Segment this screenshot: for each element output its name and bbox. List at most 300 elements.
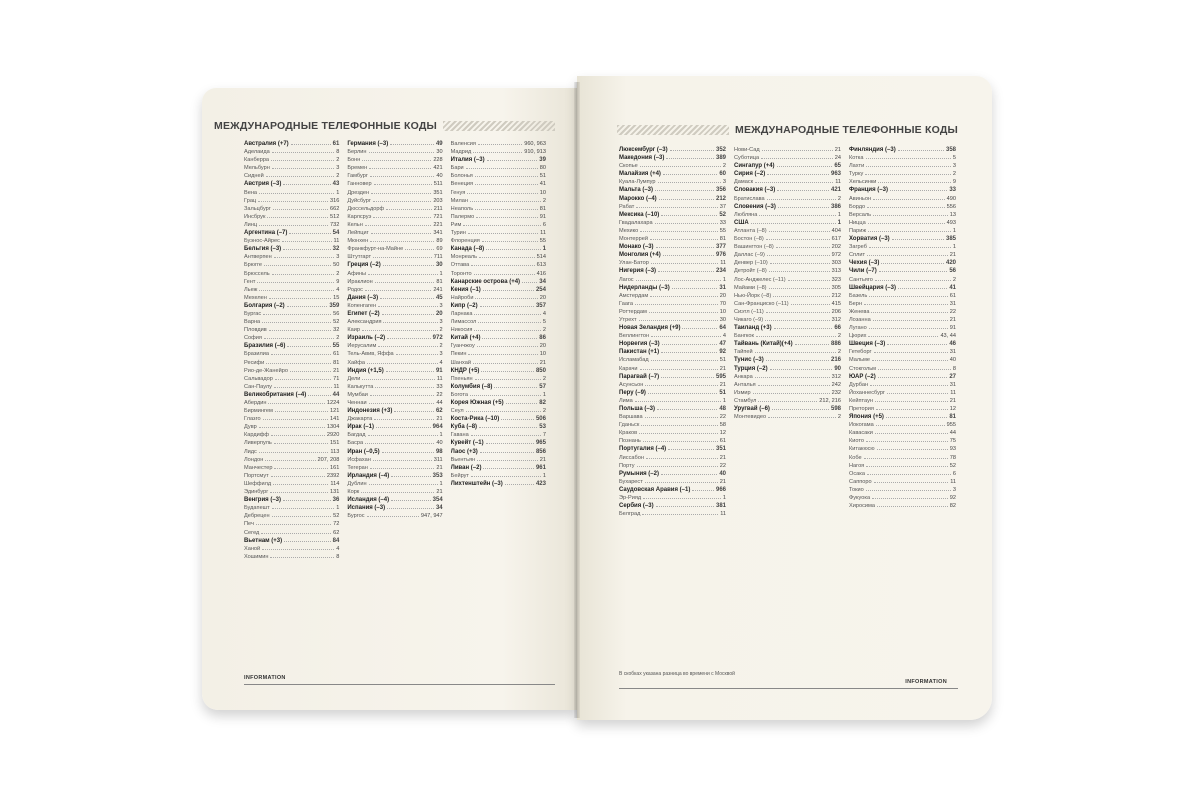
entry-code: 4 — [722, 333, 726, 340]
city-entry — [619, 413, 726, 421]
city-entry — [849, 470, 956, 478]
dot-leader — [505, 484, 534, 485]
entry-code: 11 — [333, 238, 340, 245]
city-entry — [849, 292, 956, 300]
dot-leader — [692, 490, 714, 491]
city-entry — [244, 383, 339, 391]
city-entry — [849, 462, 956, 470]
dot-leader — [387, 338, 430, 339]
entry-code: 1 — [336, 505, 340, 512]
dot-leader — [371, 193, 431, 194]
entry-name: Румыния (–2) — [619, 470, 659, 477]
entry-code: 9 — [952, 179, 956, 186]
dot-leader — [649, 312, 718, 313]
book-gutter — [574, 82, 580, 718]
entry-name: Бургос — [347, 513, 365, 520]
entry-name: Братислава — [734, 195, 765, 202]
entry-name: Иерусалим — [347, 343, 377, 350]
dot-leader — [770, 369, 833, 370]
city-entry — [347, 286, 442, 294]
entry-code: 2920 — [326, 432, 340, 439]
dot-leader — [478, 322, 541, 323]
city-entry — [244, 456, 339, 464]
entry-name: Измир — [734, 389, 751, 396]
entry-name: Атланта (–8) — [734, 227, 767, 234]
dot-leader — [259, 225, 328, 226]
dot-leader — [272, 516, 331, 517]
city-entry — [451, 318, 546, 326]
city-entry — [347, 197, 442, 205]
entry-name: Канарские острова (+4) — [450, 278, 521, 285]
dot-leader — [887, 393, 948, 394]
city-entry — [347, 464, 442, 472]
entry-code: 33 — [719, 219, 726, 226]
city-entry — [849, 421, 956, 429]
entry-code: 30 — [436, 149, 443, 156]
entry-name: Нови-Сад — [734, 147, 760, 153]
dot-leader — [471, 265, 534, 266]
entry-name: Ираклион — [347, 278, 373, 285]
dot-leader — [765, 320, 830, 321]
dot-leader — [284, 541, 331, 542]
entry-code: 31 — [949, 381, 956, 388]
entry-code: 33 — [949, 187, 956, 194]
entry-name: Сплит — [849, 252, 866, 259]
entry-name: Цюрих — [849, 333, 867, 340]
country-entry — [347, 140, 442, 148]
city-entry — [244, 448, 339, 456]
entry-code: 21 — [333, 367, 340, 374]
country-entry — [734, 186, 841, 194]
dot-leader — [866, 158, 951, 159]
entry-code: 377 — [715, 244, 726, 251]
country-entry — [734, 365, 841, 373]
city-entry — [451, 359, 546, 367]
right-code-columns — [619, 146, 964, 681]
entry-code: 910, 913 — [524, 149, 546, 156]
city-entry — [244, 415, 339, 423]
entry-name: Карачи — [619, 365, 638, 372]
entry-name: Веллингтон — [619, 333, 650, 340]
dot-leader — [868, 231, 951, 232]
entry-code: 2 — [542, 375, 546, 382]
dot-leader — [483, 468, 534, 469]
dot-leader — [868, 336, 938, 337]
entry-name: Корея Южная (+5) — [450, 400, 504, 406]
dot-leader — [370, 395, 435, 396]
country-entry — [244, 496, 339, 504]
dot-leader — [275, 411, 328, 412]
entry-code: 2 — [952, 276, 956, 283]
city-entry — [347, 415, 442, 423]
dot-leader — [466, 411, 541, 412]
entry-code: 964 — [432, 424, 443, 431]
entry-name: Хошимин — [244, 553, 269, 560]
entry-name: Линц — [244, 221, 258, 228]
entry-name: Люксембург (–3) — [619, 147, 668, 153]
entry-code: 55 — [719, 227, 726, 234]
country-entry — [451, 367, 546, 375]
entry-code: 141 — [329, 416, 340, 423]
entry-code: 51 — [539, 173, 546, 180]
dot-leader — [375, 387, 434, 388]
dot-leader — [272, 152, 334, 153]
entry-name: Ирландия (–4) — [347, 472, 390, 479]
dot-leader — [755, 377, 830, 378]
dot-leader — [643, 441, 718, 442]
city-entry — [849, 195, 956, 203]
entry-name: Манчестер — [244, 464, 273, 471]
city-entry — [619, 276, 726, 284]
dot-leader — [668, 449, 714, 450]
left-page — [202, 88, 577, 710]
entry-name: Даллас (–9) — [734, 252, 765, 259]
country-entry — [347, 261, 442, 269]
city-entry — [451, 253, 546, 261]
entry-name: Бонн — [347, 157, 361, 164]
entry-name: Эр-Рияд — [619, 495, 642, 502]
dot-leader — [642, 514, 718, 515]
city-entry — [734, 251, 841, 259]
country-entry — [244, 229, 339, 237]
city-entry — [849, 227, 956, 235]
city-entry — [619, 292, 726, 300]
entry-code: 44 — [436, 400, 443, 406]
dot-leader — [637, 466, 718, 467]
entry-code: 1 — [542, 472, 546, 479]
entry-name: Мельбурн — [244, 165, 270, 172]
entry-code: 20 — [719, 292, 726, 299]
dot-leader — [886, 417, 947, 418]
city-entry — [849, 251, 956, 259]
entry-code: 490 — [946, 195, 956, 202]
entry-name: Сингапур (+4) — [734, 163, 775, 170]
dot-leader — [264, 265, 331, 266]
city-entry — [244, 326, 339, 334]
entry-code: 43, 44 — [940, 333, 956, 340]
city-entry — [849, 316, 956, 324]
city-entry — [619, 316, 726, 324]
city-entry — [451, 237, 546, 245]
entry-code: 3 — [439, 302, 443, 309]
entry-name: Гуанчжоу — [450, 343, 475, 350]
city-entry — [451, 205, 546, 213]
entry-name: Хельсинки — [849, 179, 877, 186]
entry-name: Мадрид — [450, 149, 472, 156]
city-entry — [734, 397, 841, 405]
entry-code: 1 — [439, 270, 443, 277]
entry-code: 131 — [329, 489, 340, 496]
dot-leader — [777, 166, 833, 167]
city-entry — [244, 488, 339, 496]
city-entry — [347, 245, 442, 253]
entry-code: 161 — [329, 464, 340, 471]
dot-leader — [661, 215, 717, 216]
entry-code: 12 — [949, 406, 956, 412]
dot-leader — [269, 330, 331, 331]
entry-name: Будапешт — [244, 505, 270, 512]
dot-leader — [266, 363, 331, 364]
entry-code: 212 — [715, 195, 726, 202]
dot-leader — [766, 360, 829, 361]
entry-code: 11 — [720, 260, 726, 267]
city-entry — [451, 294, 546, 302]
entry-name: Бангкок — [734, 333, 754, 340]
city-entry — [347, 253, 442, 261]
entry-code: 2 — [336, 270, 340, 277]
entry-name: Бордо — [849, 203, 866, 210]
entry-code: 91 — [539, 213, 546, 220]
city-entry — [619, 381, 726, 389]
country-entry — [244, 342, 339, 350]
city-entry — [734, 389, 841, 397]
entry-name: Александрия — [347, 319, 382, 326]
city-entry — [734, 211, 841, 219]
entry-name: Багдад — [347, 432, 366, 439]
entry-code: 75 — [949, 438, 956, 445]
entry-name: Тайвань (Китай)(+4) — [734, 341, 793, 348]
entry-code: 2 — [837, 349, 841, 356]
dot-leader — [791, 304, 830, 305]
dot-leader — [670, 150, 714, 151]
entry-code: 20 — [539, 294, 546, 301]
dot-leader — [287, 346, 330, 347]
dot-leader — [480, 452, 534, 453]
entry-code: 22 — [436, 391, 443, 398]
entry-name: Варна — [244, 319, 261, 326]
entry-name: Загреб — [849, 244, 867, 251]
entry-code: 389 — [715, 155, 726, 162]
dot-leader — [778, 207, 829, 208]
entry-name: Финляндия (–3) — [849, 147, 896, 153]
entry-name: Сирия (–2) — [734, 171, 766, 178]
city-entry — [849, 203, 956, 211]
city-entry — [451, 472, 546, 480]
entry-code: 40 — [949, 357, 956, 364]
city-entry — [734, 154, 841, 162]
entry-code: 886 — [830, 341, 841, 348]
entry-code: 89 — [436, 238, 443, 245]
entry-code: 1 — [439, 480, 443, 487]
entry-name: Норвегия (–3) — [619, 341, 660, 348]
city-entry — [244, 164, 339, 172]
entry-code: 41 — [539, 181, 546, 188]
dot-leader — [868, 223, 945, 224]
dot-leader — [666, 158, 714, 159]
dot-leader — [263, 314, 331, 315]
city-entry — [619, 397, 726, 405]
entry-code: 62 — [435, 408, 443, 415]
entry-name: Бостон (–8) — [734, 236, 764, 243]
entry-code: 61 — [333, 351, 340, 358]
entry-name: Белград — [619, 511, 641, 518]
entry-name: Куала-Лумпур — [619, 179, 656, 186]
city-entry — [849, 429, 956, 437]
dot-leader — [758, 385, 830, 386]
entry-code: 11 — [720, 511, 726, 518]
entry-name: Малайзия (+4) — [619, 171, 661, 178]
entry-name: Скопье — [619, 163, 638, 170]
city-entry — [619, 259, 726, 267]
dot-leader — [394, 411, 434, 412]
country-entry — [619, 146, 726, 154]
entry-name: Нью-Йорк (–8) — [734, 292, 772, 299]
city-entry — [451, 197, 546, 205]
city-entry — [244, 261, 339, 269]
entry-name: Каир — [347, 327, 360, 334]
entry-name: Анталья — [734, 381, 756, 388]
entry-name: Саудовская Аравия (–1) — [619, 486, 691, 493]
entry-code: 421 — [433, 165, 443, 172]
entry-code: 51 — [719, 389, 726, 396]
entry-code: 972 — [831, 252, 841, 259]
entry-name: Лахти — [849, 163, 865, 170]
entry-code: 58 — [719, 422, 726, 429]
entry-code: 15 — [333, 294, 340, 301]
dot-leader — [869, 296, 947, 297]
entry-code: 61 — [719, 438, 726, 445]
entry-code: 312 — [831, 316, 841, 323]
entry-name: Сан-Паулу — [244, 383, 272, 390]
entry-code: 43 — [332, 181, 340, 188]
city-entry — [734, 300, 841, 308]
entry-name: Кельн — [347, 221, 363, 228]
entry-code: 353 — [432, 472, 443, 479]
country-entry — [619, 284, 726, 292]
dot-leader — [474, 274, 535, 275]
city-entry — [619, 510, 726, 518]
dot-leader — [877, 449, 948, 450]
entry-code: 254 — [535, 286, 546, 293]
entry-code: 56 — [333, 310, 340, 317]
entry-code: 351 — [433, 189, 443, 196]
entry-code: 1224 — [326, 400, 340, 406]
dot-leader — [463, 225, 541, 226]
city-entry — [347, 148, 442, 156]
entry-code: 1 — [837, 219, 841, 226]
dot-leader — [795, 344, 829, 345]
city-entry — [347, 431, 442, 439]
dot-leader — [373, 460, 432, 461]
city-entry — [347, 229, 442, 237]
right-page-header — [617, 122, 958, 138]
country-entry — [619, 486, 726, 494]
entry-name: Австралия (+7) — [244, 141, 289, 147]
entry-code: 721 — [433, 213, 443, 220]
entry-name: Ливан (–2) — [450, 464, 482, 471]
entry-name: Дамаск — [734, 179, 754, 186]
dot-leader — [661, 474, 717, 475]
entry-code: 60 — [719, 171, 726, 178]
entry-code: 55 — [332, 343, 340, 350]
entry-code: 1 — [952, 244, 956, 251]
country-entry — [734, 356, 841, 364]
entry-code: 10 — [539, 189, 546, 196]
entry-name: Инсбрук — [244, 213, 266, 220]
dot-leader — [308, 395, 330, 396]
entry-code: 32 — [333, 327, 340, 334]
country-entry — [451, 334, 546, 342]
country-entry — [849, 373, 956, 381]
entry-code: 51 — [719, 357, 726, 364]
entry-code: 48 — [719, 406, 726, 412]
entry-name: Парагвай (–7) — [619, 373, 660, 380]
dot-leader — [881, 263, 944, 264]
entry-name: Копенгаген — [347, 302, 377, 309]
city-entry — [734, 292, 841, 300]
entry-name: Тель-Авив, Яффа — [347, 351, 394, 358]
dot-leader — [373, 257, 432, 258]
country-entry — [451, 383, 546, 391]
entry-name: Вашингтон (–8) — [734, 244, 774, 251]
dot-leader — [769, 231, 830, 232]
entry-name: Рио-де-Жанейро — [244, 367, 288, 374]
entry-code: 423 — [535, 480, 546, 487]
entry-code: 1304 — [326, 424, 340, 431]
dot-leader — [274, 257, 334, 258]
city-entry — [734, 308, 841, 316]
entry-code: 1 — [722, 495, 726, 502]
dot-leader — [767, 174, 829, 175]
entry-name: КНДР (+5) — [450, 367, 480, 374]
timezone-note: В скобках указана разница во времени с Москвой — [619, 671, 735, 677]
entry-code: 212 — [831, 292, 841, 299]
city-entry — [849, 308, 956, 316]
entry-code: 316 — [329, 197, 340, 204]
entry-code: 3 — [439, 319, 443, 326]
code-column — [244, 140, 347, 675]
entry-name: Версаль — [849, 211, 872, 218]
city-entry — [451, 375, 546, 383]
entry-name: Ганновер — [347, 181, 372, 188]
country-entry — [347, 407, 442, 415]
entry-name: Вьетнам (+3) — [244, 537, 283, 544]
entry-name: Австрия (–3) — [244, 181, 282, 188]
city-entry — [347, 375, 442, 383]
country-entry — [347, 472, 442, 480]
dot-leader — [865, 174, 951, 175]
entry-name: Шанхай — [450, 359, 471, 366]
entry-name: Лимассол — [450, 319, 477, 326]
entry-name: Чили (–7) — [849, 268, 877, 275]
city-entry — [849, 381, 956, 389]
city-entry — [734, 267, 841, 275]
entry-code: 40 — [436, 173, 443, 180]
dot-leader — [866, 166, 951, 167]
entry-name: Чикаго (–9) — [734, 316, 764, 323]
city-entry — [451, 164, 546, 172]
dot-leader — [494, 387, 537, 388]
city-entry — [734, 381, 841, 389]
entry-code: 1 — [952, 227, 956, 234]
entry-name: Утрехт — [619, 316, 637, 323]
dot-leader — [645, 482, 718, 483]
city-entry — [619, 332, 726, 340]
entry-name: Рим — [450, 221, 462, 228]
city-entry — [849, 211, 956, 219]
dot-leader — [470, 201, 541, 202]
entry-code: 56 — [949, 268, 956, 275]
entry-name: Тегеран — [347, 464, 368, 471]
entry-name: Оттава — [450, 262, 470, 269]
entry-code: 30 — [719, 316, 726, 323]
entry-name: Гаага — [619, 300, 633, 307]
entry-code: 61 — [332, 141, 340, 147]
dot-leader — [873, 215, 948, 216]
dot-leader — [661, 377, 714, 378]
dot-leader — [672, 288, 718, 289]
code-column — [619, 146, 734, 681]
